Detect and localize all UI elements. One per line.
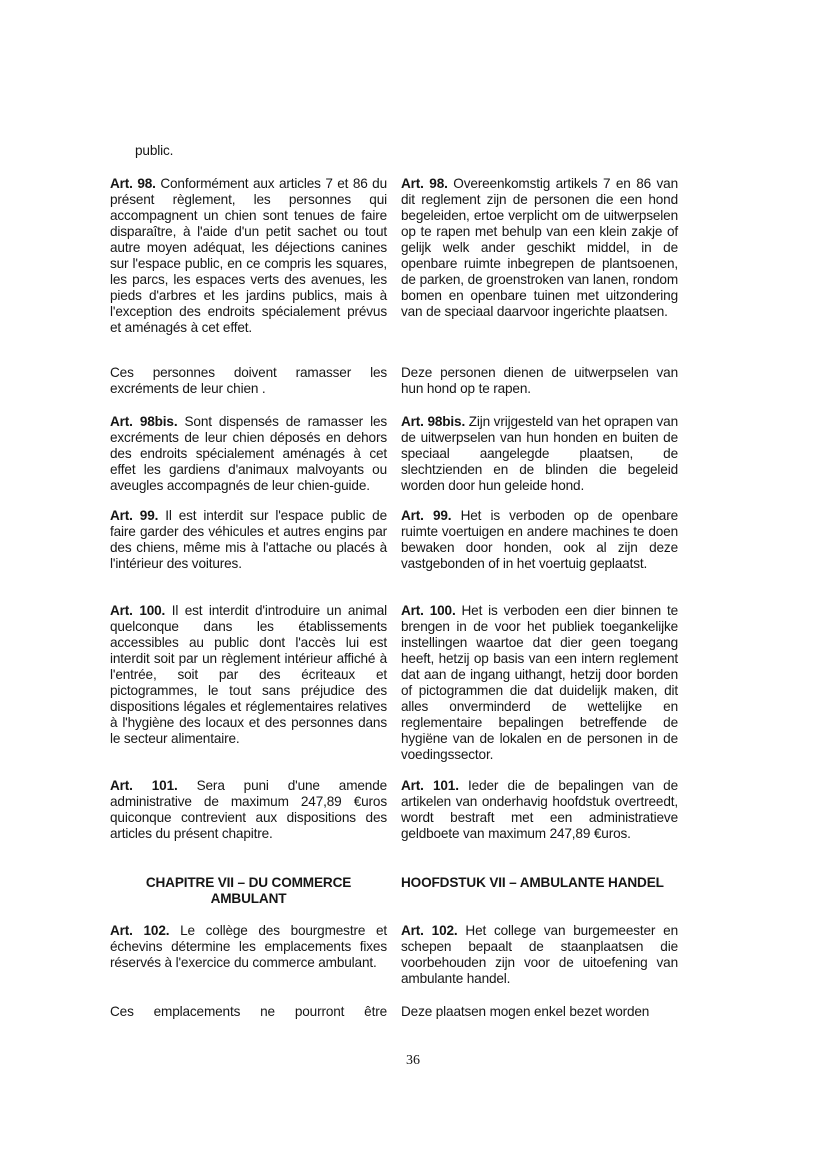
article-text: Zijn vrijgesteld van het oprapen van de uitwerpselen van hun honden en buiten de speciaal aangelegde plaatsen, de slechtzienden en de blinden die begeleid worden door hun geleide hond. (401, 414, 678, 493)
nl-article-102 (401, 923, 678, 987)
article-text: Il est interdit sur l'espace public de faire garder des véhicules et autres engins par des chiens, même mis à l'attache ou placés à l'intérieur des voitures. (110, 508, 387, 571)
nl-article-99 (401, 508, 678, 572)
fr-article-98-paragraph-2: Ces personnes doivent ramasser les excréments de leur chien . (110, 365, 387, 396)
article-text: Il est interdit d'introduire un animal quelconque dans les établissements accessibles au public dont l'accès lui est interdit soit par un règlement intérieur affiché à l'entrée, soit par des écriteaux et pictogrammes, le tout sans préjudice des dispositions légales et réglementaires relatives à l'hygiène des locaux et des personnes dans le secteur alimentaire. (110, 603, 387, 746)
fr-continuation: public. (135, 143, 174, 158)
article-number: Art. 98bis. (110, 414, 178, 429)
fr-article-98 (110, 176, 387, 336)
article-number: Art. 98bis. (401, 414, 466, 429)
nl-article-102-paragraph-2: Deze plaatsen mogen enkel bezet worden (401, 1004, 650, 1019)
nl-article-100 (401, 603, 678, 763)
article-text: Het college van burgemeester en schepen bepaalt de staanplaatsen die voorbehouden zijn voor de uitoefening van ambulante handel. (401, 923, 678, 986)
nl-article-101 (401, 778, 678, 842)
fr-article-100 (110, 603, 387, 747)
article-text: Sera puni d'une amende administrative de maximum 247,89 €uros quiconque contrevient aux dispositions des articles du présent chapitre. (110, 778, 388, 841)
page-number: 36 (406, 1053, 420, 1068)
fr-article-102 (110, 923, 387, 971)
article-number: Art. 100. (401, 603, 456, 618)
fr-article-99 (110, 508, 387, 572)
article-text: Le collège des bourgmestre et échevins détermine les emplacements fixes réservés à l'exercice du commerce ambulant. (110, 923, 387, 970)
fr-article-101 (110, 778, 387, 842)
nl-article-98-paragraph-2: Deze personen dienen de uitwerpselen van hun hond op te rapen. (401, 365, 678, 396)
article-text: Het is verboden een dier binnen te brengen in de voor het publiek toegankelijke instellingen waartoe dat dier geen toegang heeft, hetzij op basis van een intern reglement dat aan de ingang uithangt, hetzij door borden of pictogrammen die dat duidelijk maken, dit alles onverminderd de wettelijke en reglementaire bepalingen betreffende de hygiëne van de lokalen en de personen in de voedingssector. (401, 603, 678, 762)
fr-article-98bis (110, 414, 387, 494)
article-text: Overeenkomstig artikels 7 en 86 van dit reglement zijn de personen die een hond begeleiden, ertoe verplicht om de uitwerpselen op te rapen met behulp van een klein zakje of gelijk welk ander geschikt middel, in de openbare ruimte inbegrepen de plantsoenen, de parken, de groenstroken van lanen, rondom bomen en openbare tuinen met uitzondering van de speciaal daarvoor ingerichte plaatsen. (401, 176, 678, 319)
article-number: Art. 99. (401, 508, 452, 523)
article-text: Sont dispensés de ramasser les excréments de leur chien déposés en dehors des endroits spécialement aménagés à cet effet les gardiens d'animaux malvoyants ou aveugles accompagnés de leur chien-guide. (110, 414, 387, 493)
article-text: Conformément aux articles 7 et 86 du présent règlement, les personnes qui accompagnent un chien sont tenues de faire disparaître, à l'aide d'un petit sachet ou tout autre moyen adéquat, les déjections canines sur l'espace public, en ce compris les squares, les parcs, les espaces verts des avenues, les pieds d'arbres et les jardins publics, mais à l'exception des endroits spécialement prévus et aménagés à cet effet. (110, 176, 387, 335)
nl-article-98bis (401, 414, 678, 494)
article-number: Art. 99. (110, 508, 159, 523)
article-number: Art. 101. (401, 778, 459, 793)
nl-chapter-heading: HOOFDSTUK VII – AMBULANTE HANDEL (401, 875, 664, 890)
article-number: Art. 98. (110, 176, 156, 191)
fr-article-102-paragraph-2: Ces emplacements ne pourront être (110, 1004, 387, 1019)
article-text: Het is verboden op de openbare ruimte voertuigen en andere machines te doen bewaken door honden, ook al zijn deze vastgebonden of in het voertuig geplaatst. (401, 508, 678, 571)
article-number: Art. 102. (401, 923, 458, 938)
article-number: Art. 100. (110, 603, 166, 618)
article-number: Art. 98. (401, 176, 448, 191)
article-text: Ieder die de bepalingen van de artikelen van onderhavig hoofdstuk overtreedt, wordt bestraft met een administratieve geldboete van maximum 247,89 €uros. (401, 778, 678, 841)
article-number: Art. 102. (110, 923, 170, 938)
fr-chapter-heading: CHAPITRE VII – DU COMMERCE AMBULANT (145, 875, 352, 906)
article-number: Art. 101. (110, 778, 178, 793)
nl-article-98 (401, 176, 678, 320)
